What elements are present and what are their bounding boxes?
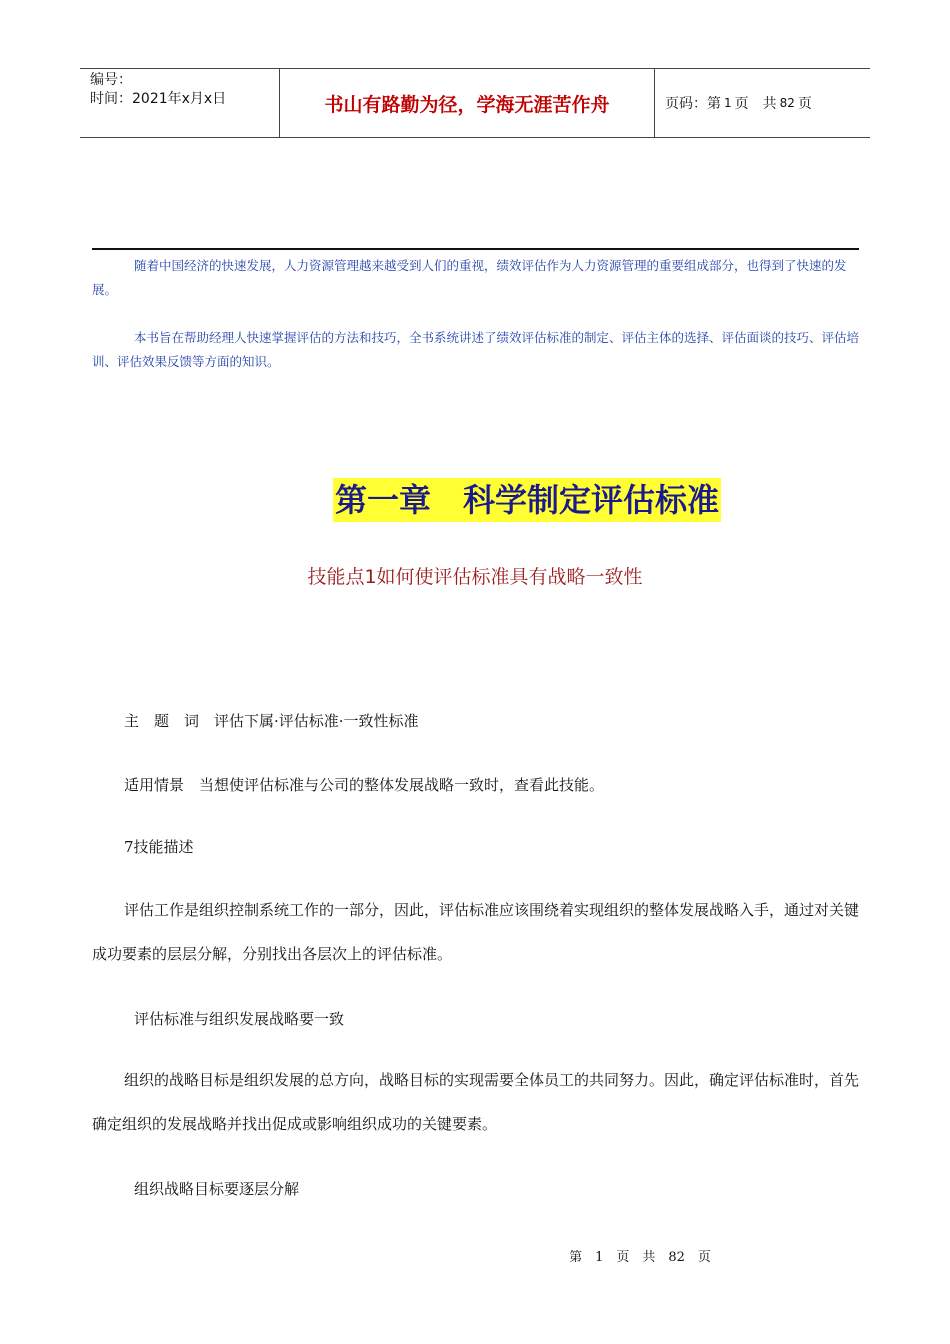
- skill-heading: 7技能描述: [124, 838, 194, 856]
- page-current: 1: [724, 96, 732, 110]
- chapter-title-wrap: [0, 478, 950, 522]
- subheading-2: 组织战略目标要逐层分解: [134, 1180, 300, 1198]
- intro-paragraph-1: 随着中国经济的快速发展，人力资源管理越来越受到人们的重视，绩效评估作为人力资源管理的重要组成部分，也得到了快速的发展。: [92, 258, 847, 297]
- section-title: 技能点1如何使评估标准具有战略一致性: [307, 566, 643, 588]
- header-table: [80, 68, 870, 138]
- divider-rule: [92, 248, 859, 250]
- time-label: 时间：2021年x月x日: [90, 91, 227, 107]
- body-paragraph-1: 评估工作是组织控制系统工作的一部分，因此，评估标准应该围绕着实现组织的整体发展战略入手，通过对关键成功要素的层层分解，分别找出各层次上的评估标准。: [92, 901, 860, 963]
- chapter-title: 第一章 科学制定评估标准: [333, 478, 721, 522]
- header-motto-cell: [280, 69, 655, 137]
- header-page-cell: [655, 69, 870, 137]
- number-label: 编号：: [90, 72, 132, 88]
- page-label-mid: 页 共: [734, 96, 777, 112]
- subheading-1: 评估标准与组织发展战略要一致: [134, 1010, 345, 1028]
- page-footer: [0, 1246, 950, 1265]
- header-info-cell: [80, 69, 280, 137]
- page-label-suffix: 页: [797, 96, 812, 112]
- page-label-prefix: 页码：第: [665, 96, 721, 112]
- body-paragraph-2: 组织的战略目标是组织发展的总方向，战略目标的实现需要全体员工的共同努力。因此，确定评估标准时，首先确定组织的发展战略并找出促成或影响组织成功的关键要素。: [92, 1071, 860, 1133]
- keywords-line: 主 题 词 评估下属·评估标准·一致性标准: [124, 712, 419, 730]
- intro-paragraph-2: 本书旨在帮助经理人快速掌握评估的方法和技巧，全书系统讲述了绩效评估标准的制定、评估主体的选择、评估面谈的技巧、评估培训、评估效果反馈等方面的知识。: [92, 330, 860, 369]
- section-title-wrap: [0, 562, 950, 589]
- page-total: 82: [779, 96, 795, 110]
- footer-page-number: 第 1 页 共 82 页: [569, 1250, 711, 1265]
- motto: 书山有路勤为径，学海无涯苦作舟: [324, 93, 610, 116]
- scenario-line: 适用情景 当想使评估标准与公司的整体发展战略一致时，查看此技能。: [124, 776, 605, 794]
